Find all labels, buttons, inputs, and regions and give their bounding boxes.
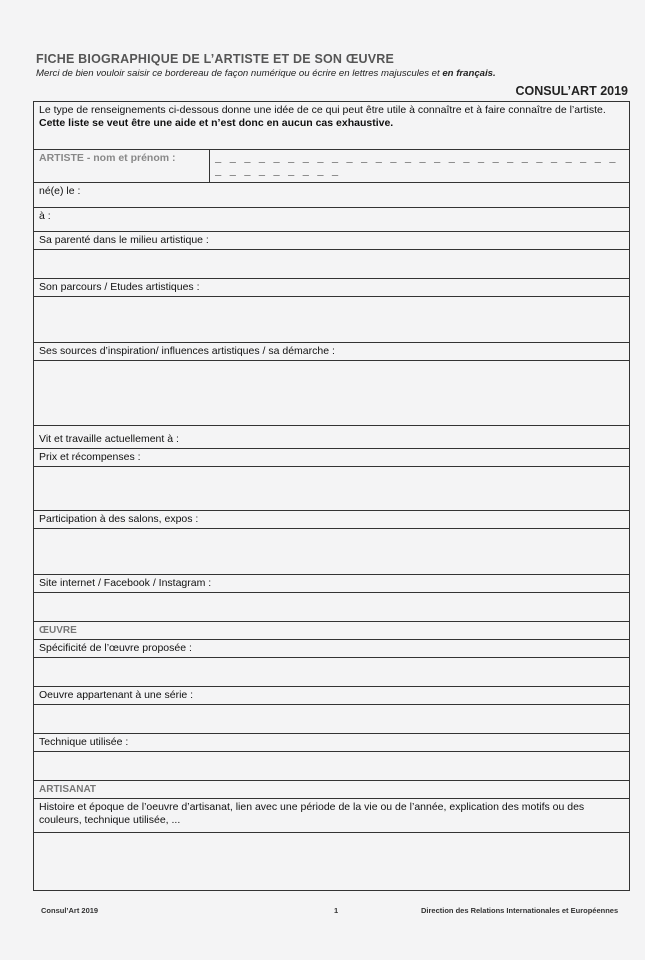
- specificity-field[interactable]: [34, 658, 630, 687]
- career-field[interactable]: [34, 297, 630, 343]
- birth-place-field[interactable]: à :: [34, 208, 630, 232]
- footer-left: Consul’Art 2019: [41, 906, 99, 915]
- birth-date-field[interactable]: né(e) le :: [34, 183, 630, 208]
- website-label: Site internet / Facebook / Instagram :: [34, 575, 630, 593]
- form-instructions: [36, 68, 496, 79]
- biography-form: [33, 101, 630, 891]
- career-label: Son parcours / Etudes artistiques :: [34, 279, 630, 297]
- technique-label: Technique utilisée :: [34, 734, 630, 752]
- series-field[interactable]: [34, 705, 630, 734]
- instructions-language: en français.: [442, 68, 496, 79]
- prizes-field[interactable]: [34, 467, 630, 511]
- artist-name-field[interactable]: _ _ _ _ _ _ _ _ _ _ _ _ _ _ _ _ _ _ _ _ _ _ _ _ _ _ _ _ _ _ _ _ _ _ _ _ _: [210, 150, 630, 183]
- artist-name-label: ARTISTE - nom et prénom :: [34, 150, 210, 183]
- artisanat-field[interactable]: [34, 833, 630, 891]
- intro-disclaimer: Cette liste se veut être une aide et n’est donc en aucun cas exhaustive.: [39, 117, 394, 129]
- specificity-label: Spécificité de l’œuvre proposée :: [34, 640, 630, 658]
- family-label: Sa parenté dans le milieu artistique :: [34, 232, 630, 250]
- residence-field[interactable]: Vit et travaille actuellement à :: [34, 426, 630, 449]
- brand-label: CONSUL’ART 2019: [515, 84, 628, 98]
- artisanat-heading: ARTISANAT: [34, 781, 630, 799]
- intro-cell: [34, 102, 630, 150]
- salons-label: Participation à des salons, expos :: [34, 511, 630, 529]
- instructions-text: Merci de bien vouloir saisir ce bordereau de façon numérique ou écrire en lettres majuscules et: [36, 68, 443, 79]
- form-title: FICHE BIOGRAPHIQUE DE L’ARTISTE ET DE SON ŒUVRE: [36, 52, 395, 66]
- artisanat-label: Histoire et époque de l’oeuvre d’artisanat, lien avec une période de la vie ou de l’année, explication des motifs ou des couleurs, technique utilisée, ...: [34, 799, 630, 833]
- prizes-label: Prix et récompenses :: [34, 449, 630, 467]
- footer-right: Direction des Relations Internationales et Européennes: [421, 906, 619, 915]
- family-field[interactable]: [34, 250, 630, 279]
- website-field[interactable]: [34, 593, 630, 622]
- oeuvre-heading: ŒUVRE: [34, 622, 630, 640]
- intro-text: Le type de renseignements ci-dessous donne une idée de ce qui peut être utile à connaître et à faire connaître de l’artiste.: [39, 104, 606, 116]
- inspiration-label: Ses sources d’inspiration/ influences artistiques / sa démarche :: [34, 343, 630, 361]
- page-number: 1: [334, 906, 339, 915]
- series-label: Oeuvre appartenant à une série :: [34, 687, 630, 705]
- technique-field[interactable]: [34, 752, 630, 781]
- inspiration-field[interactable]: [34, 361, 630, 426]
- salons-field[interactable]: [34, 529, 630, 575]
